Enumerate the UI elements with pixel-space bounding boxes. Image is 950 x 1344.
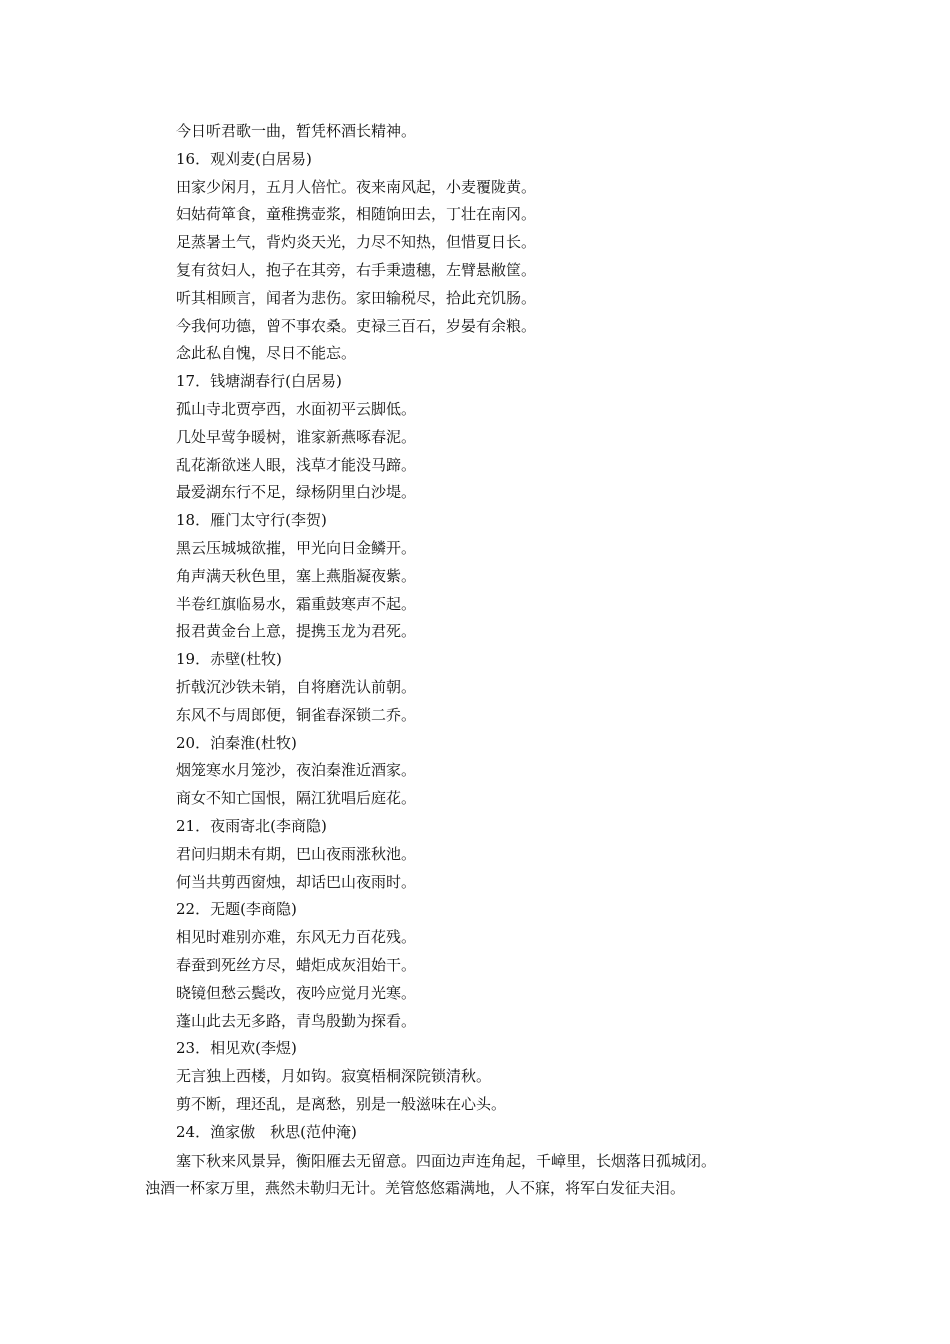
poem-paragraph: [145, 1148, 825, 1202]
poem-heading: 19．赤壁(杜牧): [176, 650, 282, 669]
text-line: 剪不断，理还乱，是离愁，别是一般滋味在心头。: [176, 1094, 507, 1113]
poem-heading: 23．相见欢(李煜): [176, 1039, 297, 1058]
text-line: 念此私自愧，尽日不能忘。: [176, 344, 357, 363]
text-line: 田家少闲月，五月人倍忙。夜来南风起，小麦覆陇黄。: [176, 177, 537, 196]
text-line: 今我何功德，曾不事农桑。吏禄三百石，岁晏有余粮。: [176, 316, 537, 335]
text-line: 最爱湖东行不足，绿杨阴里白沙堤。: [176, 483, 417, 502]
poem-heading: 18．雁门太守行(李贺): [176, 511, 327, 530]
text-line: 今日听君歌一曲，暂凭杯酒长精神。: [176, 122, 417, 140]
text-line: 报君黄金台上意，提携玉龙为君死。: [176, 622, 417, 641]
poem-heading: 24．渔家傲 秋思(范仲淹): [176, 1122, 357, 1141]
text-line: 晓镜但愁云鬓改，夜吟应觉月光寒。: [176, 983, 417, 1002]
text-line: 黑云压城城欲摧，甲光向日金鳞开。: [176, 538, 417, 557]
paragraph-line: 浊酒一杯家万里，燕然未勒归无计。羌管悠悠霜满地，人不寐，将军白发征夫泪。: [145, 1179, 686, 1197]
text-line: 乱花渐欲迷人眼，浅草才能没马蹄。: [176, 455, 417, 474]
text-line: 蓬山此去无多路，青鸟殷勤为探看。: [176, 1011, 417, 1030]
text-line: 商女不知亡国恨，隔江犹唱后庭花。: [176, 789, 417, 808]
poem-heading: 21．夜雨寄北(李商隐): [176, 816, 327, 835]
poem-heading: 20．泊秦淮(杜牧): [176, 733, 297, 752]
poem-heading: 16．观刈麦(白居易): [176, 149, 312, 168]
text-line: 复有贫妇人，抱子在其旁，右手秉遗穗，左臂悬敝筐。: [176, 260, 537, 279]
text-line: 妇姑荷箪食，童稚携壶浆，相随饷田去，丁壮在南冈。: [176, 205, 537, 224]
text-line: 角声满天秋色里，塞上燕脂凝夜紫。: [176, 566, 417, 585]
text-line: 几处早莺争暖树，谁家新燕啄春泥。: [176, 427, 417, 446]
poem-heading: 17．钱塘湖春行(白居易): [176, 372, 342, 391]
text-line: 君问归期未有期，巴山夜雨涨秋池。: [176, 844, 417, 863]
text-line: 何当共剪西窗烛，却话巴山夜雨时。: [176, 872, 417, 891]
text-line: 无言独上西楼，月如钩。寂寞梧桐深院锁清秋。: [176, 1067, 492, 1086]
text-line: 听其相顾言，闻者为悲伤。家田输税尽，拾此充饥肠。: [176, 288, 537, 307]
paragraph-line: 塞下秋来风景异，衡阳雁去无留意。四面边声连角起，千嶂里，长烟落日孤城闭。: [176, 1152, 717, 1170]
text-line: 春蚕到死丝方尽，蜡炬成灰泪始干。: [176, 955, 417, 974]
text-line: 孤山寺北贾亭西，水面初平云脚低。: [176, 399, 417, 418]
text-line: 相见时难别亦难，东风无力百花残。: [176, 928, 417, 947]
text-line: 足蒸暑土气，背灼炎天光，力尽不知热，但惜夏日长。: [176, 233, 537, 252]
text-line: 半卷红旗临易水，霜重鼓寒声不起。: [176, 594, 417, 613]
text-line: 烟笼寒水月笼沙，夜泊秦淮近酒家。: [176, 761, 417, 780]
poem-lines: [176, 118, 876, 1146]
poem-heading: 22．无题(李商隐): [176, 900, 297, 919]
text-line: 东风不与周郎便，铜雀春深锁二乔。: [176, 705, 417, 724]
text-line: 折戟沉沙铁未销，自将磨洗认前朝。: [176, 677, 417, 696]
